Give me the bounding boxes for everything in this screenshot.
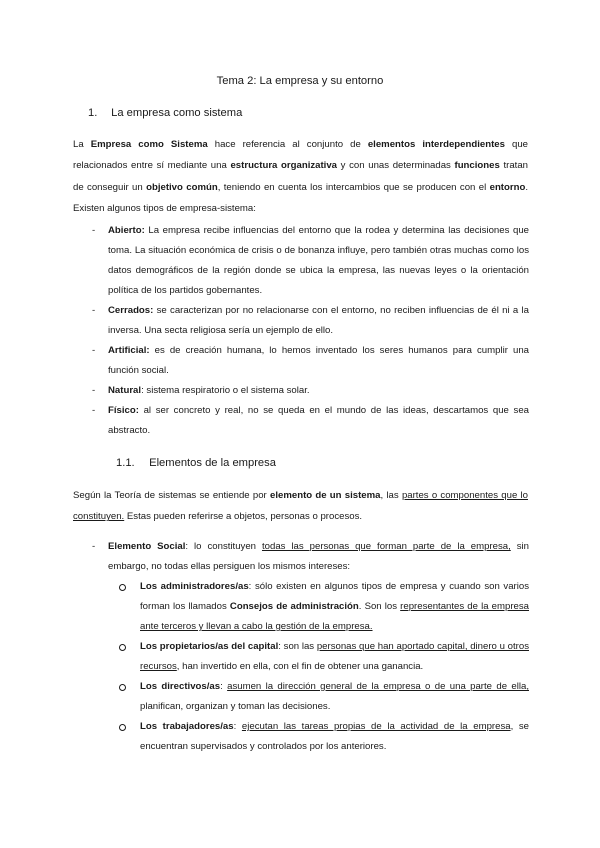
page-title: Tema 2: La empresa y su entorno bbox=[216, 75, 384, 87]
section-label: La empresa como sistema bbox=[111, 107, 243, 119]
bullet-circle-icon bbox=[119, 644, 126, 651]
list-item: - Abierto: La empresa recibe influencias del entorno que la rodea y determina las decisiones que toma. La situación económica de crisis o de bonanza influye, pero también otras muchas como los datos demográficos de la región donde se ubica la empresa, las nuevas leyes o la orientación política de los partidos gobernantes. bbox=[92, 225, 529, 296]
section-heading-1 bbox=[88, 107, 242, 119]
system-types-list bbox=[92, 221, 529, 441]
list-item: - Artificial: es de creación humana, lo hemos inventado los seres humanos para cumplir una función social. bbox=[92, 345, 529, 376]
sublist-item: Los trabajadores/as: ejecutan las tareas propias de la actividad de la empresa, se encuentran supervisados y controlados por los anteriores. bbox=[108, 717, 529, 757]
list-item: - Elemento Social: lo constituyen todas las personas que forman parte de la empresa, sin embargo, no todas ellas persiguen los mismos intereses: Los administradores/as: sólo existen en algunos tipos de empresa y cuando son varios forman los llamados Consejos de administración. Son los representantes de la empresa ante terceros y llevan a cabo la gestión de la empresa. Los propietarios/as del capital: son las personas que han aportado capital, dinero u otros recursos, han invertido en ella, con el fin de obtener una ganancia. Los directivos/as: asumen la dirección general de la empresa o de una parte de ella, planifican, organizan y toman las decisiones. Los trabajadores/as: ejecutan las tareas propias de la actividad de la empresa, se encuentran supervisados y controlados por los anteriores. bbox=[92, 537, 529, 757]
sublist-item: Los directivos/as: asumen la dirección general de la empresa o de una parte de ella, planifican, organizan y toman las decisiones. bbox=[108, 677, 529, 717]
list-item: - Natural: sistema respiratorio o el sistema solar. bbox=[92, 385, 310, 396]
list-item: - Físico: al ser concreto y real, no se queda en el mundo de las ideas, descartamos que sea abstracto. bbox=[92, 405, 529, 436]
elements-list bbox=[92, 537, 529, 757]
elements-paragraph: Según la Teoría de sistemas se entiende por elemento de un sistema, las partes o componentes que lo constituyen. Estas pueden referirse a objetos, personas o procesos. bbox=[73, 490, 528, 523]
section-heading-1-1 bbox=[116, 457, 276, 469]
social-sublist bbox=[108, 577, 529, 757]
list-item: - Cerrados: se caracterizan por no relacionarse con el entorno, no reciben influencias de él ni a la inversa. Una secta religiosa sería un ejemplo de ello. bbox=[92, 305, 529, 336]
section-number: 1. bbox=[88, 107, 98, 119]
bullet-circle-icon bbox=[119, 584, 126, 591]
section-number: 1.1. bbox=[116, 457, 135, 469]
sublist-item: Los propietarios/as del capital: son las personas que han aportado capital, dinero u otros recursos, han invertido en ella, con el fin de obtener una ganancia. bbox=[108, 637, 529, 677]
section-label: Elementos de la empresa bbox=[149, 457, 276, 469]
sublist-item: Los administradores/as: sólo existen en algunos tipos de empresa y cuando son varios forman los llamados Consejos de administración. Son los representantes de la empresa ante terceros y llevan a cabo la gestión de la empresa. bbox=[108, 577, 529, 637]
bullet-circle-icon bbox=[119, 724, 126, 731]
intro-paragraph: La Empresa como Sistema hace referencia al conjunto de elementos interdependientes que relacionados entre sí mediante una estructura organizativa y con unas determinadas funciones tratan de conseguir un objetivo común, teniendo en cuenta los intercambios que se producen con el entorno. Existen algunos tipos de empresa-sistema: bbox=[73, 139, 528, 215]
bullet-circle-icon bbox=[119, 684, 126, 691]
